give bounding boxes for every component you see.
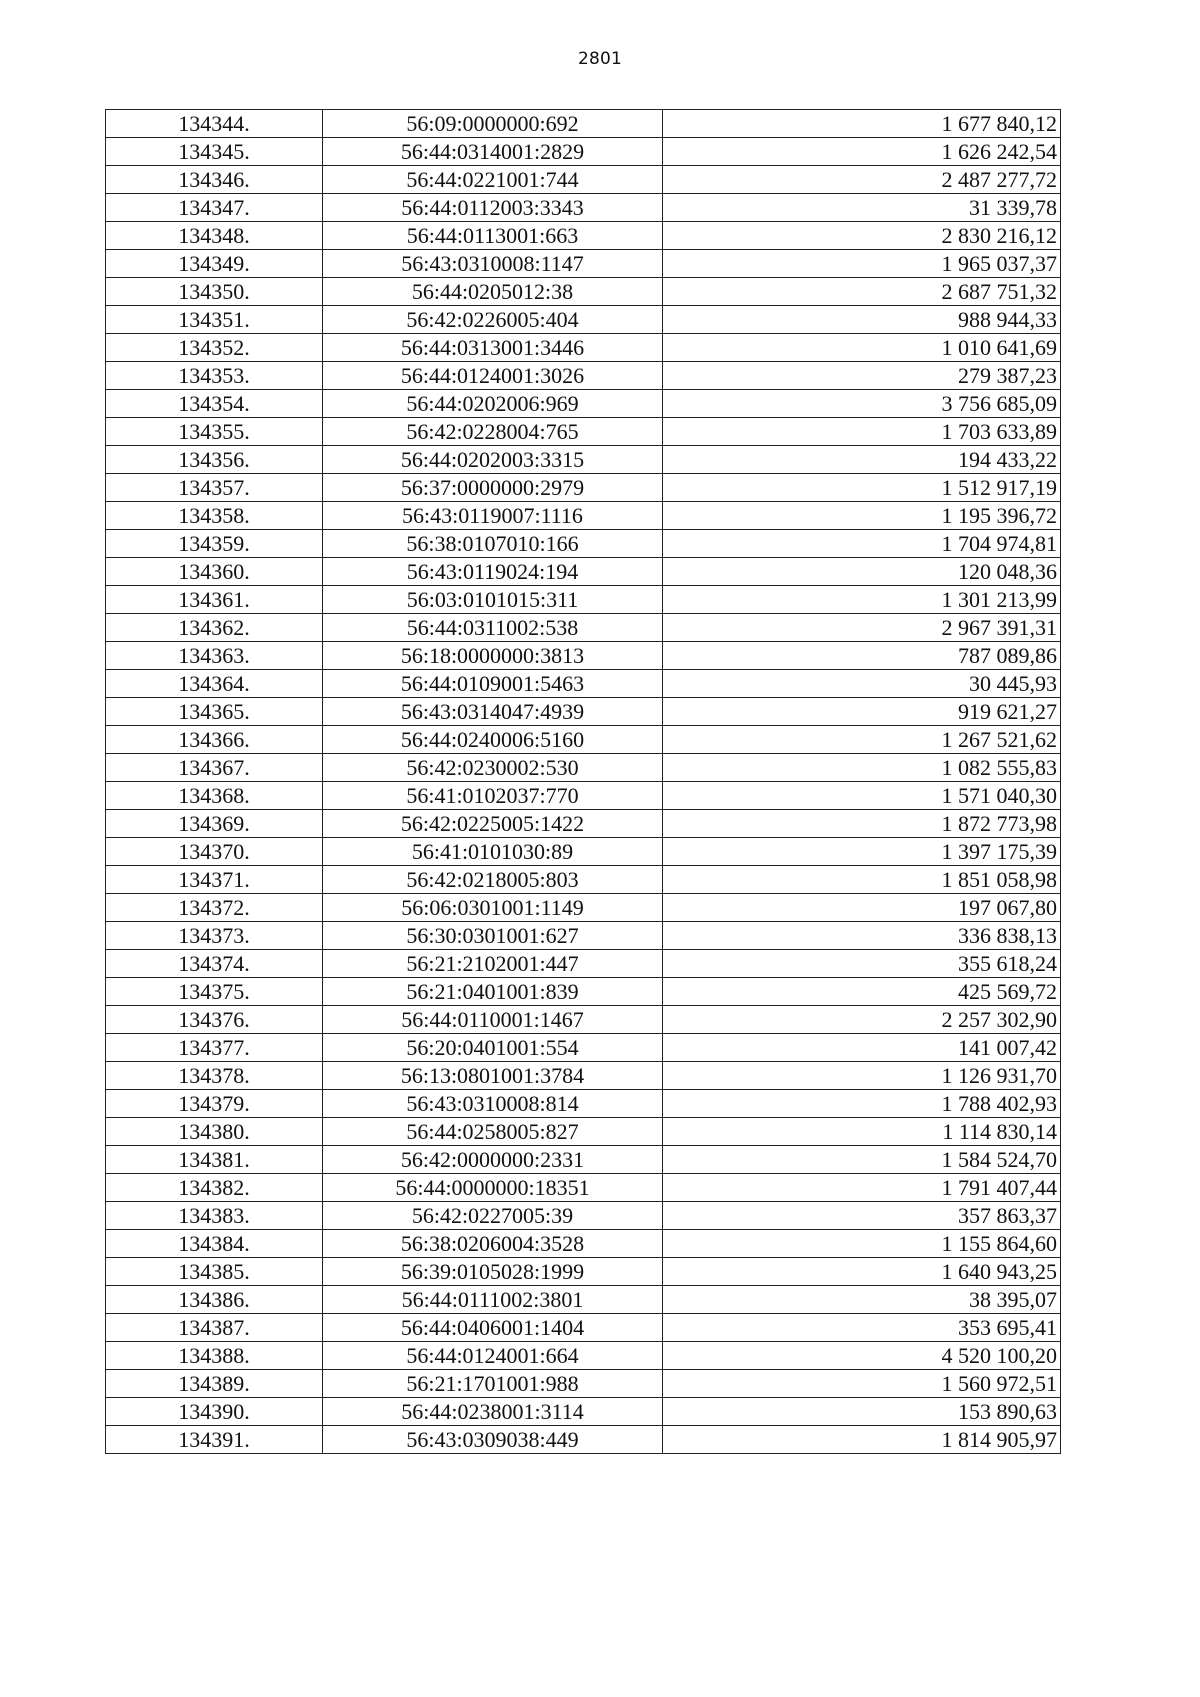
table-row	[106, 978, 1061, 1006]
cadastral-number-cell: 56:43:0119007:1116	[323, 502, 663, 530]
cadastral-value-cell: 787 089,86	[663, 642, 1061, 670]
cadastral-number-cell: 56:43:0314047:4939	[323, 698, 663, 726]
cadastral-value-table	[105, 109, 1061, 1454]
table-row	[106, 138, 1061, 166]
row-number-cell: 134381.	[106, 1146, 323, 1174]
row-number-cell: 134380.	[106, 1118, 323, 1146]
cadastral-value-cell: 357 863,37	[663, 1202, 1061, 1230]
cadastral-number-cell: 56:44:0406001:1404	[323, 1314, 663, 1342]
row-number-cell: 134376.	[106, 1006, 323, 1034]
table-row	[106, 894, 1061, 922]
cadastral-number-cell: 56:39:0105028:1999	[323, 1258, 663, 1286]
table-row	[106, 446, 1061, 474]
row-number-cell: 134350.	[106, 278, 323, 306]
cadastral-number-cell: 56:43:0309038:449	[323, 1426, 663, 1454]
table-row	[106, 1146, 1061, 1174]
table-row	[106, 1314, 1061, 1342]
table-row	[106, 1202, 1061, 1230]
cadastral-number-cell: 56:13:0801001:3784	[323, 1062, 663, 1090]
cadastral-number-cell: 56:41:0102037:770	[323, 782, 663, 810]
cadastral-value-cell: 1 114 830,14	[663, 1118, 1061, 1146]
row-number-cell: 134377.	[106, 1034, 323, 1062]
table-row	[106, 418, 1061, 446]
row-number-cell: 134386.	[106, 1286, 323, 1314]
cadastral-number-cell: 56:09:0000000:692	[323, 110, 663, 138]
cadastral-value-cell: 988 944,33	[663, 306, 1061, 334]
cadastral-number-cell: 56:21:0401001:839	[323, 978, 663, 1006]
table-row	[106, 1258, 1061, 1286]
cadastral-value-cell: 1 082 555,83	[663, 754, 1061, 782]
cadastral-number-cell: 56:42:0218005:803	[323, 866, 663, 894]
cadastral-number-cell: 56:18:0000000:3813	[323, 642, 663, 670]
cadastral-number-cell: 56:44:0202006:969	[323, 390, 663, 418]
cadastral-value-cell: 1 872 773,98	[663, 810, 1061, 838]
table-row	[106, 782, 1061, 810]
table-row	[106, 642, 1061, 670]
table-row	[106, 278, 1061, 306]
table-row	[106, 1426, 1061, 1454]
cadastral-number-cell: 56:44:0258005:827	[323, 1118, 663, 1146]
cadastral-number-cell: 56:43:0119024:194	[323, 558, 663, 586]
table-row	[106, 1370, 1061, 1398]
table-row	[106, 1006, 1061, 1034]
row-number-cell: 134368.	[106, 782, 323, 810]
row-number-cell: 134360.	[106, 558, 323, 586]
cadastral-number-cell: 56:43:0310008:1147	[323, 250, 663, 278]
page-number: 2801	[577, 49, 623, 69]
cadastral-value-cell: 425 569,72	[663, 978, 1061, 1006]
table-row	[106, 250, 1061, 278]
row-number-cell: 134356.	[106, 446, 323, 474]
row-number-cell: 134375.	[106, 978, 323, 1006]
cadastral-value-cell: 38 395,07	[663, 1286, 1061, 1314]
table-row	[106, 530, 1061, 558]
row-number-cell: 134388.	[106, 1342, 323, 1370]
cadastral-value-cell: 1 584 524,70	[663, 1146, 1061, 1174]
table-row	[106, 1342, 1061, 1370]
cadastral-value-cell: 120 048,36	[663, 558, 1061, 586]
cadastral-value-cell: 919 621,27	[663, 698, 1061, 726]
cadastral-number-cell: 56:42:0227005:39	[323, 1202, 663, 1230]
cadastral-value-cell: 4 520 100,20	[663, 1342, 1061, 1370]
row-number-cell: 134369.	[106, 810, 323, 838]
cadastral-number-cell: 56:03:0101015:311	[323, 586, 663, 614]
table-row	[106, 1174, 1061, 1202]
row-number-cell: 134349.	[106, 250, 323, 278]
table-body	[106, 110, 1061, 1454]
table-row	[106, 306, 1061, 334]
cadastral-value-cell: 197 067,80	[663, 894, 1061, 922]
table-row	[106, 614, 1061, 642]
row-number-cell: 134355.	[106, 418, 323, 446]
row-number-cell: 134373.	[106, 922, 323, 950]
cadastral-number-cell: 56:42:0225005:1422	[323, 810, 663, 838]
cadastral-number-cell: 56:44:0314001:2829	[323, 138, 663, 166]
table-row	[106, 838, 1061, 866]
cadastral-value-cell: 1 626 242,54	[663, 138, 1061, 166]
cadastral-value-cell: 1 814 905,97	[663, 1426, 1061, 1454]
cadastral-value-cell: 2 687 751,32	[663, 278, 1061, 306]
row-number-cell: 134370.	[106, 838, 323, 866]
table-row	[106, 194, 1061, 222]
row-number-cell: 134367.	[106, 754, 323, 782]
table-row	[106, 166, 1061, 194]
table-row	[106, 474, 1061, 502]
row-number-cell: 134379.	[106, 1090, 323, 1118]
cadastral-number-cell: 56:44:0109001:5463	[323, 670, 663, 698]
cadastral-number-cell: 56:44:0124001:3026	[323, 362, 663, 390]
cadastral-value-cell: 31 339,78	[663, 194, 1061, 222]
row-number-cell: 134387.	[106, 1314, 323, 1342]
row-number-cell: 134358.	[106, 502, 323, 530]
cadastral-number-cell: 56:42:0226005:404	[323, 306, 663, 334]
cadastral-value-cell: 1 010 641,69	[663, 334, 1061, 362]
cadastral-number-cell: 56:44:0112003:3343	[323, 194, 663, 222]
row-number-cell: 134359.	[106, 530, 323, 558]
row-number-cell: 134366.	[106, 726, 323, 754]
cadastral-number-cell: 56:44:0221001:744	[323, 166, 663, 194]
row-number-cell: 134389.	[106, 1370, 323, 1398]
table-row	[106, 754, 1061, 782]
table-row	[106, 866, 1061, 894]
cadastral-number-cell: 56:44:0110001:1467	[323, 1006, 663, 1034]
cadastral-number-cell: 56:21:2102001:447	[323, 950, 663, 978]
cadastral-value-cell: 336 838,13	[663, 922, 1061, 950]
row-number-cell: 134361.	[106, 586, 323, 614]
cadastral-number-cell: 56:42:0230002:530	[323, 754, 663, 782]
table-row	[106, 1062, 1061, 1090]
cadastral-value-cell: 353 695,41	[663, 1314, 1061, 1342]
table-row	[106, 1034, 1061, 1062]
cadastral-value-cell: 1 640 943,25	[663, 1258, 1061, 1286]
row-number-cell: 134382.	[106, 1174, 323, 1202]
table-row	[106, 362, 1061, 390]
table-row	[106, 1090, 1061, 1118]
cadastral-value-cell: 1 677 840,12	[663, 110, 1061, 138]
cadastral-number-cell: 56:44:0000000:18351	[323, 1174, 663, 1202]
cadastral-number-cell: 56:20:0401001:554	[323, 1034, 663, 1062]
table-row	[106, 502, 1061, 530]
cadastral-number-cell: 56:30:0301001:627	[323, 922, 663, 950]
cadastral-number-cell: 56:37:0000000:2979	[323, 474, 663, 502]
row-number-cell: 134352.	[106, 334, 323, 362]
cadastral-number-cell: 56:44:0238001:3114	[323, 1398, 663, 1426]
cadastral-value-cell: 1 851 058,98	[663, 866, 1061, 894]
cadastral-value-cell: 1 397 175,39	[663, 838, 1061, 866]
table-row	[106, 222, 1061, 250]
row-number-cell: 134345.	[106, 138, 323, 166]
cadastral-value-cell: 2 487 277,72	[663, 166, 1061, 194]
row-number-cell: 134364.	[106, 670, 323, 698]
cadastral-number-cell: 56:44:0124001:664	[323, 1342, 663, 1370]
cadastral-value-cell: 1 791 407,44	[663, 1174, 1061, 1202]
row-number-cell: 134391.	[106, 1426, 323, 1454]
row-number-cell: 134384.	[106, 1230, 323, 1258]
cadastral-value-cell: 194 433,22	[663, 446, 1061, 474]
row-number-cell: 134385.	[106, 1258, 323, 1286]
table-row	[106, 586, 1061, 614]
cadastral-number-cell: 56:44:0205012:38	[323, 278, 663, 306]
table-row	[106, 390, 1061, 418]
cadastral-value-cell: 355 618,24	[663, 950, 1061, 978]
table-row	[106, 1286, 1061, 1314]
row-number-cell: 134362.	[106, 614, 323, 642]
cadastral-value-cell: 1 788 402,93	[663, 1090, 1061, 1118]
cadastral-value-cell: 1 155 864,60	[663, 1230, 1061, 1258]
row-number-cell: 134354.	[106, 390, 323, 418]
table-row	[106, 726, 1061, 754]
table-row	[106, 110, 1061, 138]
row-number-cell: 134344.	[106, 110, 323, 138]
cadastral-value-cell: 279 387,23	[663, 362, 1061, 390]
table-row	[106, 558, 1061, 586]
row-number-cell: 134374.	[106, 950, 323, 978]
row-number-cell: 134353.	[106, 362, 323, 390]
cadastral-value-cell: 1 965 037,37	[663, 250, 1061, 278]
cadastral-value-cell: 1 703 633,89	[663, 418, 1061, 446]
table-row	[106, 1230, 1061, 1258]
cadastral-number-cell: 56:44:0313001:3446	[323, 334, 663, 362]
cadastral-number-cell: 56:06:0301001:1149	[323, 894, 663, 922]
cadastral-number-cell: 56:42:0228004:765	[323, 418, 663, 446]
cadastral-value-cell: 3 756 685,09	[663, 390, 1061, 418]
cadastral-value-cell: 2 257 302,90	[663, 1006, 1061, 1034]
cadastral-value-cell: 1 571 040,30	[663, 782, 1061, 810]
cadastral-value-cell: 141 007,42	[663, 1034, 1061, 1062]
table-row	[106, 950, 1061, 978]
cadastral-value-cell: 1 267 521,62	[663, 726, 1061, 754]
table-row	[106, 334, 1061, 362]
cadastral-number-cell: 56:44:0240006:5160	[323, 726, 663, 754]
cadastral-value-cell: 1 560 972,51	[663, 1370, 1061, 1398]
cadastral-value-cell: 1 301 213,99	[663, 586, 1061, 614]
row-number-cell: 134365.	[106, 698, 323, 726]
cadastral-number-cell: 56:44:0113001:663	[323, 222, 663, 250]
cadastral-value-cell: 1 704 974,81	[663, 530, 1061, 558]
table-row	[106, 922, 1061, 950]
row-number-cell: 134357.	[106, 474, 323, 502]
cadastral-value-cell: 153 890,63	[663, 1398, 1061, 1426]
table-row	[106, 1118, 1061, 1146]
row-number-cell: 134346.	[106, 166, 323, 194]
table-row	[106, 810, 1061, 838]
table-row	[106, 1398, 1061, 1426]
row-number-cell: 134390.	[106, 1398, 323, 1426]
cadastral-number-cell: 56:38:0107010:166	[323, 530, 663, 558]
row-number-cell: 134347.	[106, 194, 323, 222]
cadastral-value-cell: 30 445,93	[663, 670, 1061, 698]
table-row	[106, 670, 1061, 698]
cadastral-number-cell: 56:21:1701001:988	[323, 1370, 663, 1398]
row-number-cell: 134372.	[106, 894, 323, 922]
row-number-cell: 134363.	[106, 642, 323, 670]
row-number-cell: 134383.	[106, 1202, 323, 1230]
row-number-cell: 134378.	[106, 1062, 323, 1090]
cadastral-number-cell: 56:44:0111002:3801	[323, 1286, 663, 1314]
cadastral-number-cell: 56:41:0101030:89	[323, 838, 663, 866]
cadastral-number-cell: 56:44:0202003:3315	[323, 446, 663, 474]
table-row	[106, 698, 1061, 726]
cadastral-number-cell: 56:42:0000000:2331	[323, 1146, 663, 1174]
cadastral-value-cell: 1 512 917,19	[663, 474, 1061, 502]
cadastral-number-cell: 56:43:0310008:814	[323, 1090, 663, 1118]
row-number-cell: 134371.	[106, 866, 323, 894]
row-number-cell: 134348.	[106, 222, 323, 250]
cadastral-value-cell: 2 967 391,31	[663, 614, 1061, 642]
cadastral-value-cell: 1 195 396,72	[663, 502, 1061, 530]
cadastral-value-cell: 1 126 931,70	[663, 1062, 1061, 1090]
row-number-cell: 134351.	[106, 306, 323, 334]
cadastral-value-cell: 2 830 216,12	[663, 222, 1061, 250]
cadastral-number-cell: 56:44:0311002:538	[323, 614, 663, 642]
cadastral-number-cell: 56:38:0206004:3528	[323, 1230, 663, 1258]
